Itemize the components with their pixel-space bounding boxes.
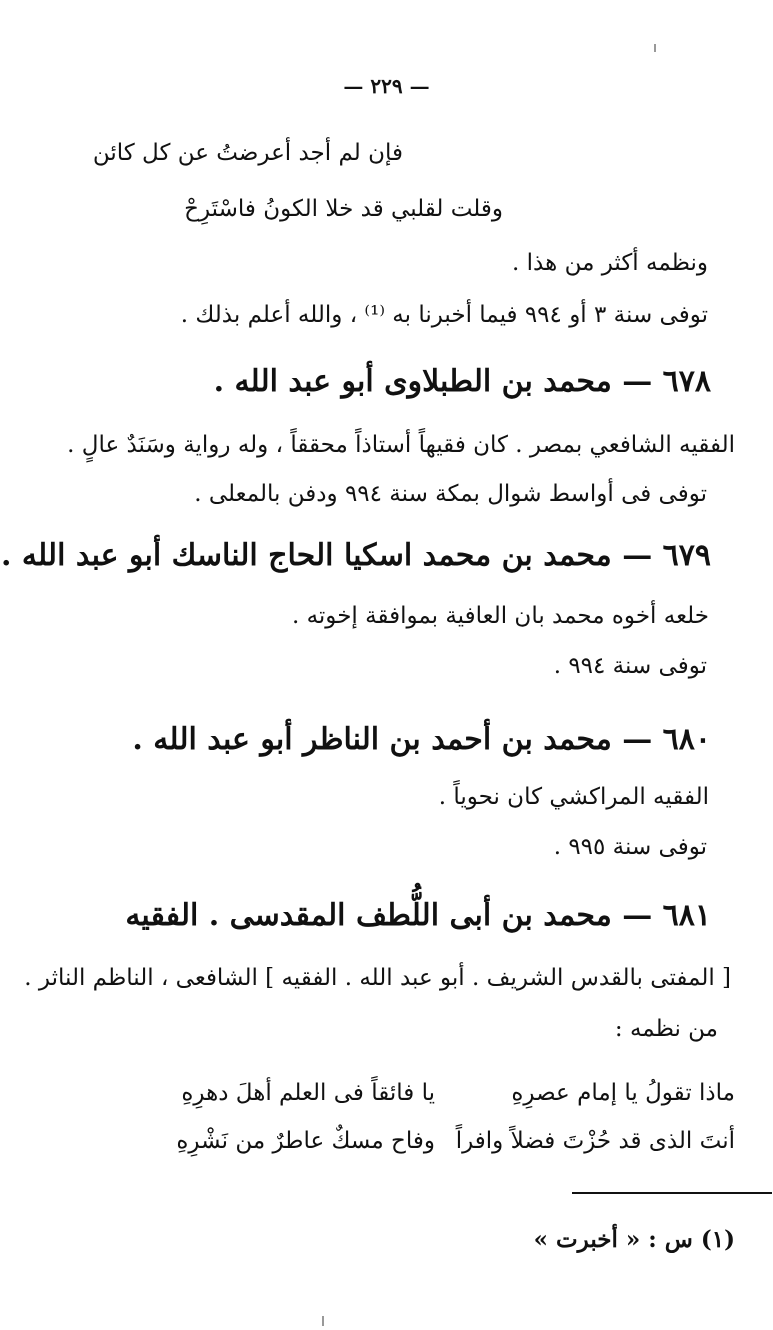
entry-text: الفقيه المراكشي كان نحوياً . (438, 784, 709, 810)
verse-line: وقلت لقلبي قد خلا الكونُ فاسْتَرِحْ (184, 196, 503, 222)
text-line: ونظمه أكثر من هذا . (512, 250, 708, 276)
poem-verse (135, 1128, 735, 1162)
first-hemistich: ماذا تقولُ يا إمام عصرِهِ (511, 1080, 735, 1106)
entry-text: توفى فى أواسط شوال بمكة سنة ٩٩٤ ودفن بالمعلى . (194, 481, 707, 507)
entry-heading: ٦٧٩ — محمد بن محمد اسكيا الحاج الناسك أبو عبد الله . (1, 538, 711, 573)
entry-text: [ المفتى بالقدس الشريف . أبو عبد الله . الفقيه ] الشافعى ، الناظم الناثر . (24, 965, 731, 991)
entry-heading: ٦٨١ — محمد بن أبى اللُّطف المقدسى . الفقيه (125, 898, 711, 933)
entry-heading: ٦٧٨ — محمد بن الطبلاوى أبو عبد الله . (213, 364, 711, 399)
poem-verse (135, 1080, 735, 1114)
entry-text: توفى سنة ٩٩٤ . (553, 653, 707, 679)
entry-text: الفقيه الشافعي بمصر . كان فقيهاً أستاذاً محققاً ، وله رواية وسَنَدٌ عالٍ . (67, 432, 735, 458)
first-hemistich: أنتَ الذى قد حُزْتَ فضلاً وافراً (455, 1128, 735, 1154)
second-hemistich: يا فائقاً فى العلم أهلَ دهرِهِ (181, 1080, 435, 1106)
scan-speck (322, 1316, 324, 1326)
text-line: توفى سنة ٣ أو ٩٩٤ فيما أخبرنا به ⁽¹⁾ ، والله أعلم بذلك . (180, 302, 708, 328)
entry-heading: ٦٨٠ — محمد بن أحمد بن الناظر أبو عبد الله . (132, 722, 711, 757)
verse-line: فإن لم أجد أعرضتُ عن كل كائن (92, 140, 403, 166)
scan-speck (654, 44, 656, 52)
footnote-divider (572, 1192, 772, 1194)
entry-text: خلعه أخوه محمد بان العافية بموافقة إخوته . (291, 603, 709, 629)
entry-text: توفى سنة ٩٩٥ . (553, 834, 707, 860)
page-number: — ٢٢٩ — (343, 74, 430, 98)
second-hemistich: وفاح مسكٌ عاطرٌ من نَشْرِهِ (176, 1128, 435, 1154)
footnote: (١) س : « أخبرت » (533, 1226, 735, 1253)
entry-text: من نظمه : (614, 1016, 718, 1042)
